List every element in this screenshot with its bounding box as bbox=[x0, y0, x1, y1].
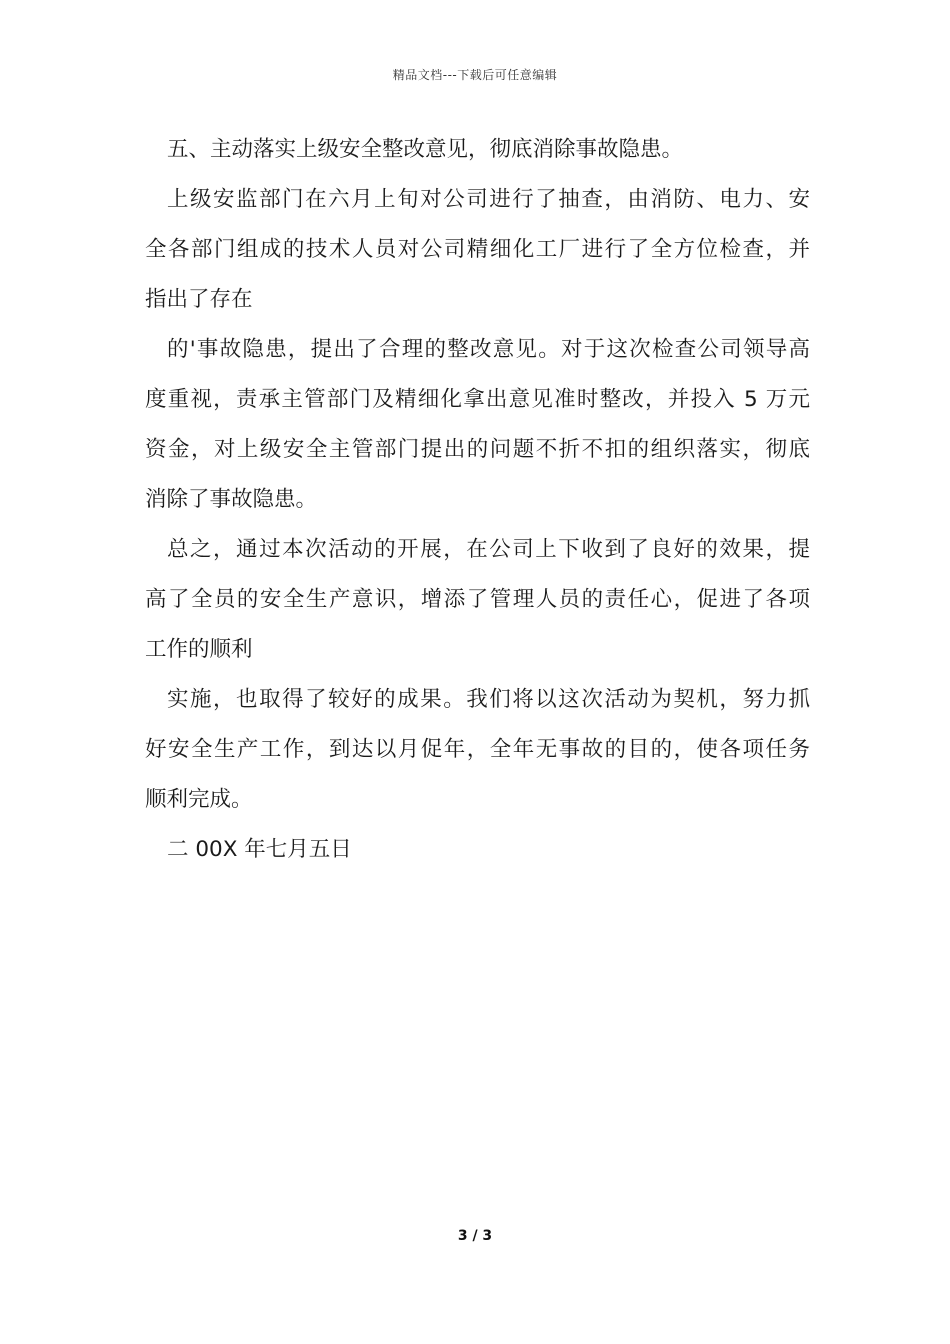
paragraph-line: 指出了存在 bbox=[145, 287, 253, 312]
page-number: 3 / 3 bbox=[457, 1228, 493, 1244]
paragraph-line: 消除了事故隐患。 bbox=[145, 487, 318, 512]
date-line: 二 00X 年七月五日 bbox=[167, 837, 352, 862]
paragraph-line: 工作的顺利 bbox=[145, 637, 253, 662]
page-header: 精品文档---下载后可任意编辑 bbox=[392, 68, 558, 82]
paragraph-line: 全各部门组成的技术人员对公司精细化工厂进行了全方位检查，并 bbox=[145, 237, 810, 262]
paragraph-line: 资金，对上级安全主管部门提出的问题不折不扣的组织落实，彻底 bbox=[145, 437, 810, 462]
paragraph-line: 上级安监部门在六月上旬对公司进行了抽查，由消防、电力、安 bbox=[167, 187, 810, 212]
paragraph-line: 顺利完成。 bbox=[145, 787, 253, 812]
paragraph-line: 五、主动落实上级安全整改意见，彻底消除事故隐患。 bbox=[167, 137, 684, 162]
paragraph-line: 总之，通过本次活动的开展，在公司上下收到了良好的效果，提 bbox=[167, 537, 810, 562]
paragraph-line: 实施，也取得了较好的成果。我们将以这次活动为契机，努力抓 bbox=[167, 687, 810, 712]
paragraph-line: 度重视，责承主管部门及精细化拿出意见准时整改，并投入 5 万元 bbox=[145, 387, 810, 412]
paragraph-line: 的'事故隐患，提出了合理的整改意见。对于这次检查公司领导高 bbox=[167, 337, 810, 362]
document-body bbox=[145, 125, 810, 875]
paragraph-line: 好安全生产工作，到达以月促年，全年无事故的目的，使各项任务 bbox=[145, 737, 810, 762]
paragraph-line: 高了全员的安全生产意识，增添了管理人员的责任心，促进了各项 bbox=[145, 587, 810, 612]
